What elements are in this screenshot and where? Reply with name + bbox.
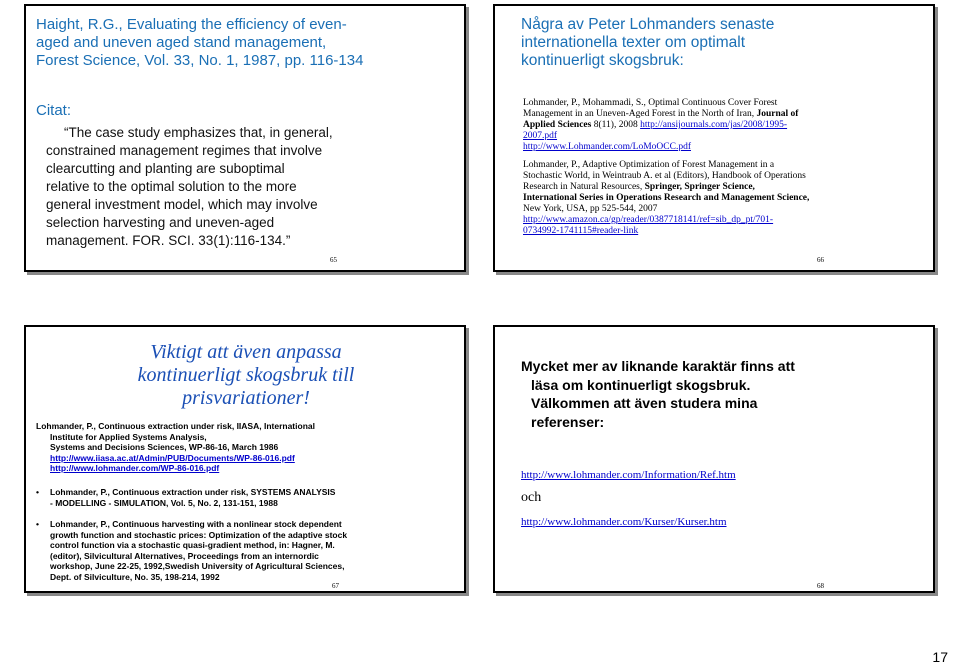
- slide-number: 65: [330, 256, 337, 264]
- slide-68-title: [521, 357, 831, 431]
- slide-68: [493, 325, 935, 593]
- ref-line: [523, 120, 823, 131]
- slide-65-title: [36, 16, 461, 70]
- ref-text: Management in an Uneven-Aged Forest in the North of Iran,: [523, 109, 755, 119]
- title-line: referenser:: [531, 413, 605, 430]
- ref-line: Dept. of Silviculture, No. 35, 198-214, 1992: [50, 571, 220, 582]
- journal-name: Applied Sciences: [523, 120, 592, 130]
- slide-number: 68: [817, 582, 824, 590]
- page-number: 17: [932, 649, 948, 665]
- reference-entry: [36, 421, 356, 474]
- reference-link[interactable]: http://www.Lohmander.com/LoMoOCC.pdf: [523, 142, 691, 152]
- ref-line: (editor), Silvicultural Alternatives, Proceedings from an internordic: [50, 550, 319, 561]
- ref-line: - MODELLING - SIMULATION, Vol. 5, No. 2, 131-151, 1988: [50, 497, 278, 508]
- bullet: •: [36, 519, 39, 529]
- title-line: Välkommen att även studera mina: [531, 395, 758, 411]
- ref-line: New York, USA, pp 525-544, 2007: [523, 204, 658, 214]
- ref-line: workshop, June 22-25, 1992,Swedish University of Agricultural Sciences,: [50, 561, 345, 571]
- ref-line: Systems and Decisions Sciences, WP-86-16, March 1986: [50, 442, 279, 452]
- reference-link[interactable]: 0734992-1741115#reader-link: [523, 226, 639, 236]
- reference-link[interactable]: http://ansijournals.com/jas/2008/1995-: [640, 120, 788, 130]
- ref-line: [523, 182, 823, 193]
- ref-line: Lohmander, P., Adaptive Optimization of Forest Management in a: [523, 160, 775, 170]
- reference-link[interactable]: http://www.lohmander.com/Kurser/Kurser.htm: [521, 516, 727, 528]
- slide-67-title: [66, 341, 426, 410]
- slide-67: [24, 325, 466, 593]
- slide-65: [24, 4, 466, 272]
- och-text: och: [521, 490, 542, 505]
- publisher-name: Springer, Springer Science,: [644, 182, 755, 192]
- slide-66: [493, 4, 935, 272]
- ref-line: [36, 519, 356, 530]
- ref-text: Research in Natural Resources,: [523, 182, 643, 192]
- quote-line: general investment model, which may involve: [46, 197, 318, 212]
- ref-line: growth function and stochastic prices: Optimization of the adaptive stock: [50, 529, 348, 540]
- ref-line: [523, 109, 823, 120]
- title-line: Mycket mer av liknande karaktär finns att: [521, 358, 795, 374]
- reference-entry: [523, 160, 823, 237]
- reference-entry: [36, 487, 356, 508]
- title-line: kontinuerligt skogsbruk till: [137, 364, 355, 386]
- quote-line: constrained management regimes that involve: [46, 143, 323, 158]
- ref-line: Institute for Applied Systems Analysis,: [50, 431, 207, 442]
- slide-number: 66: [817, 256, 824, 264]
- ref-text: Lohmander, P., Continuous harvesting with a nonlinear stock dependent: [50, 519, 342, 529]
- reference-link[interactable]: http://www.iiasa.ac.at/Admin/PUB/Documents/WP-86-016.pdf: [50, 452, 295, 463]
- ref-line: International Series in Operations Research and Management Science,: [523, 193, 810, 203]
- reference-link[interactable]: http://www.amazon.ca/gp/reader/0387718141/ref=sib_dp_pt/701-: [523, 215, 774, 225]
- quote-line: relative to the optimal solution to the more: [46, 179, 297, 194]
- title-line: Haight, R.G., Evaluating the efficiency of even-: [36, 16, 347, 33]
- reference-entry: [36, 519, 356, 582]
- bullet: •: [36, 487, 39, 497]
- ref-line: Stochastic World, in Weintraub A. et al (Editors), Handbook of Operations: [523, 171, 806, 181]
- slide-number: 67: [332, 582, 339, 590]
- title-line: kontinuerligt skogsbruk:: [521, 52, 684, 69]
- ref-text: Lohmander, P., Continuous extraction under risk, SYSTEMS ANALYSIS: [50, 487, 336, 497]
- title-line: Forest Science, Vol. 33, No. 1, 1987, pp. 116-134: [36, 52, 364, 69]
- title-line: internationella texter om optimalt: [521, 34, 746, 51]
- reference-link[interactable]: http://www.lohmander.com/WP-86-016.pdf: [50, 463, 220, 473]
- reference-entry: [523, 98, 823, 153]
- ref-text: 8(11), 2008: [593, 120, 638, 130]
- slide-66-title: [521, 16, 821, 70]
- reference-link[interactable]: http://www.lohmander.com/Information/Ref.htm: [521, 469, 736, 481]
- ref-line: Lohmander, P., Continuous extraction under risk, IIASA, International: [36, 421, 315, 431]
- ref-line: Lohmander, P., Mohammadi, S., Optimal Continuous Cover Forest: [523, 98, 778, 108]
- title-line: Några av Peter Lohmanders senaste: [521, 16, 775, 33]
- title-line: prisvariationer!: [182, 387, 310, 409]
- title-line: Viktigt att även anpassa: [150, 341, 342, 363]
- ref-line: [36, 487, 356, 498]
- quote-text: [46, 124, 361, 250]
- reference-link[interactable]: 2007.pdf: [523, 131, 558, 141]
- quote-line: clearcutting and planting are suboptimal: [46, 161, 285, 176]
- quote-line: “The case study emphasizes that, in general,: [64, 125, 333, 140]
- quote-line: selection harvesting and uneven-aged: [46, 215, 275, 230]
- title-line: läsa om kontinuerligt skogsbruk.: [531, 376, 751, 393]
- citat-label: Citat:: [36, 102, 72, 119]
- quote-line: management. FOR. SCI. 33(1):116-134.”: [46, 233, 291, 248]
- journal-name: Journal of: [756, 109, 799, 119]
- ref-line: control function via a stochastic quasi-gradient method, in: Hagner, M.: [50, 540, 335, 550]
- title-line: aged and uneven aged stand management,: [36, 34, 327, 51]
